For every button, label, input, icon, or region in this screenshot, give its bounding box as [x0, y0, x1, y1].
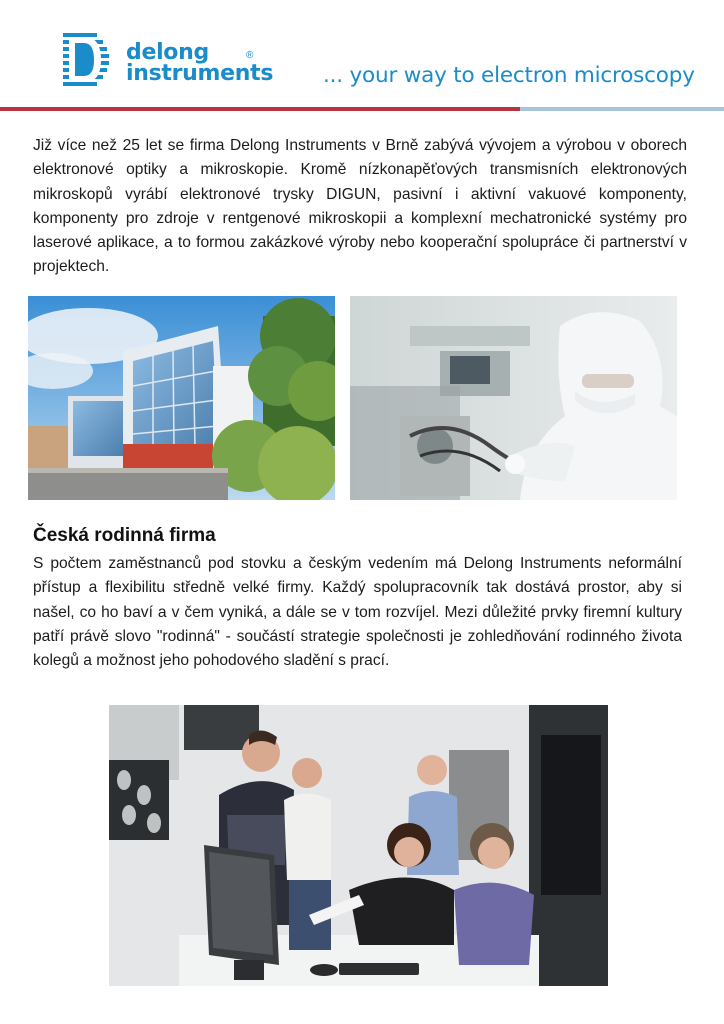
tagline: ... your way to electron microscopy [323, 63, 695, 88]
section-paragraph: S počtem zaměstnanců pod stovku a českým vedením má Delong Instruments neformální přístup a flexibilitu středně velké firmy. Každý spolupracovník tak dostává prostor, aby si našel, co ho baví a v čem vyniká, a dále se v tom rozvíjel. Mezi důležité prvky firemní kultury patří právě slovo "rodinná" - součástí strategie společnosti je zohledňování rodinného života kolegů a možnost jeho pohodového sladění s prací. [33, 555, 682, 670]
divider-blue [520, 107, 724, 111]
intro-paragraph: Již více než 25 let se firma Delong Instruments v Brně zabývá vývojem a výrobou v oborech elektronové optiky a mikroskopie. Kromě nízkonapěťových transmisních elektronových mikroskopů vyrábí elektronové trysky DIGUN, pasivní i aktivní vakuové komponenty, komponenty pro zdroje v rentgenové mikroskopii a komplexní mechatronické systémy pro laserové aplikace, a to formou zakázkové výroby nebo kooperační spolupráce či partnerství v projektech. [33, 137, 687, 276]
logo-wordmark: delong instruments [126, 40, 274, 86]
cleanroom-photo [350, 296, 677, 500]
page-header [0, 0, 724, 115]
team-photo [109, 705, 608, 986]
registered-mark: ® [246, 50, 254, 61]
section-heading: Česká rodinná firma [33, 525, 216, 546]
divider-red [0, 107, 520, 111]
building-photo [28, 296, 335, 500]
header-divider [0, 107, 724, 113]
delong-logo-icon [63, 33, 119, 88]
